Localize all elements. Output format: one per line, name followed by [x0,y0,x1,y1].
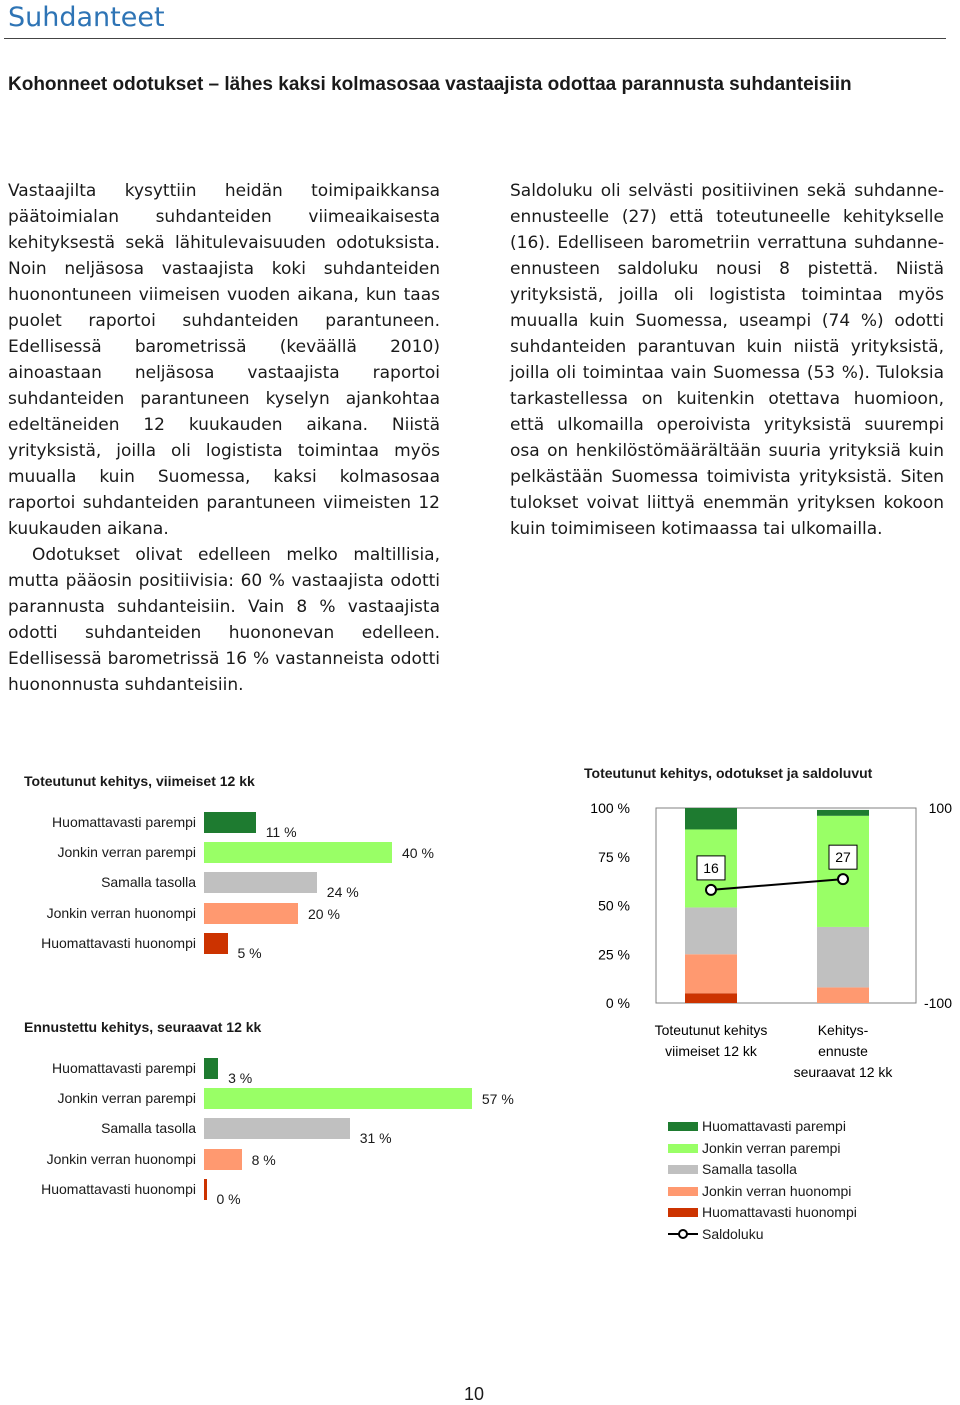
bar [204,872,317,893]
value-label: 24 % [326,884,359,900]
stacked-bar-segment [817,987,869,1003]
y-axis-left-tick: 100 % [590,800,630,816]
bar-row [8,872,568,900]
category-label: ennuste [818,1043,868,1059]
section-title: Suhdanteet [8,2,165,33]
value-label: 57 % [481,1091,514,1107]
bar-row [8,1118,568,1146]
bar [204,842,392,863]
data-label: 27 [835,849,851,866]
legend-swatch [668,1208,698,1217]
value-label: 0 % [216,1191,241,1207]
stacked-bar-segment [817,810,869,816]
stacked-bar-segment [817,927,869,987]
category-label: Huomattavasti huonompi [41,1181,196,1197]
category-label: Kehitys- [817,1022,869,1038]
category-label: viimeiset 12 kk [665,1043,757,1059]
title-rule [4,38,946,39]
stacked-bar-segment [685,907,737,954]
left-column [8,178,440,698]
legend-label: Jonkin verran huonompi [702,1182,852,1199]
stacked-bar-segment [817,816,869,927]
legend-label: Huomattavasti huonompi [702,1204,857,1220]
category-label: Samalla tasolla [101,874,196,890]
category-label: Toteutunut kehitys [654,1022,768,1038]
value-label: 40 % [402,845,434,861]
chart-title: Ennustettu kehitys, seuraavat 12 kk [24,1019,262,1035]
stacked-bar-segment [685,808,737,829]
bar [204,1118,350,1139]
y-axis-left-tick: 0 % [605,995,630,1011]
bar [204,933,228,954]
legend-swatch [668,1187,698,1196]
value-label: 31 % [359,1130,392,1146]
legend-label: Saldoluku [702,1225,764,1242]
chart-title: Toteutunut kehitys, odotukset ja saldoluvut [584,765,873,781]
bar-row [8,1088,568,1110]
category-label: Samalla tasolla [101,1120,196,1136]
y-axis-left-tick: 50 % [598,897,630,914]
bar-row [8,1058,568,1086]
bar-row [8,842,568,864]
bar-row [8,1179,568,1207]
legend-label: Samalla tasolla [702,1161,797,1177]
bar-row [8,1149,568,1171]
bar-row [8,812,568,840]
category-label: Jonkin verran huonompi [46,905,196,921]
legend-swatch [668,1165,698,1174]
paragraph: Vastaajilta kysyttiin heidän toimipaikkansa päätoimialan suhdanteiden viimeaikaisesta kehityksestä sekä lähitulevaisuuden odotuksista. Noin neljäsosa vastaajista koki suhdanteiden huonontuneen viimeisen vuoden aikana, kun taas puolet raportoi suhdanteiden parantuneen. Edellisessä barometrissä (keväällä 2010) ainoastaan neljäsosa vastaajista raportoi suhdanteiden parantuneen kyselyn ajankohtaa edeltäneiden 12 kuukauden aikana. Niistä yrityksistä, joilla oli logistista toimintaa myös muualla kuin Suomessa, kaksi kolmasosaa raportoi suhdanteiden parantuneen viimeisten 12 kuukauden aikana. [8,181,440,539]
category-label: Huomattavasti huonompi [41,935,196,951]
category-label: Huomattavasti parempi [52,814,196,830]
headline: Kohonneet odotukset – lähes kaksi kolmasosaa vastaajista odottaa parannusta suhdanteisiin [8,74,852,95]
category-label: seuraavat 12 kk [793,1064,893,1080]
bar [204,812,256,833]
balance-point [838,874,848,884]
value-label: 3 % [228,1070,253,1086]
bar [204,1088,472,1109]
paragraph: Odotukset olivat edelleen melko maltillisia, mutta pääosin positiivisia: 60 % vastaajista odotti parannusta suhdanteisiin. Vain 8 % vastaajista odotti suhdanteiden huononevan edelleen. Edellisessä barometrissä 16 % vastanneista odotti huononnusta suhdanteisiin. [8,545,440,695]
stacked-bar-segment [685,954,737,993]
balance-point [706,885,716,895]
legend-label: Huomattavasti parempi [702,1118,846,1134]
page-number: 10 [464,1384,485,1404]
legend-swatch [668,1144,698,1153]
category-label: Jonkin verran huonompi [46,1151,196,1167]
chart-title: Toteutunut kehitys, viimeiset 12 kk [24,773,255,789]
legend-swatch [668,1122,698,1131]
right-column [510,178,944,542]
bar [204,1179,207,1200]
bar [204,1058,218,1079]
y-axis-right-tick: 100 [928,800,952,816]
bar [204,903,298,924]
y-axis-left-tick: 25 % [598,946,630,963]
category-label: Huomattavasti parempi [52,1060,196,1076]
category-label: Jonkin verran parempi [57,844,196,860]
chart-stacked-balance [580,795,960,1095]
bar [204,1149,242,1170]
chart-forecast-development [8,1017,568,1217]
paragraph: Saldoluku oli selvästi positiivinen sekä suhdanne-ennusteelle (27) että toteutuneelle kehitykselle (16). Edelliseen barometriin verrattuna suhdanne-ennusteen saldoluku nousi 8 pistettä. Niistä yrityksistä, joilla oli logistista toimintaa myös muualla kuin Suomessa, useampi (74 %) odotti suhdanteiden parantuvan kuin niistä yrityksistä, joilla oli toimintaa vain Suomessa (53 %). Tuloksia tarkastellessa on kuitenkin otettava huomioon, että ulkomailla operoivista yrityksistä suurempi osa on henkilöstömäärältään suuria yrityksiä kuin pelkästään Suomessa toimivista yrityksistä. Siten tulokset voivat liittyä enemmän yrityksen kokoon kuin toimimiseen kotimaassa tai ulkomailla. [510,181,944,539]
category-label: Jonkin verran parempi [57,1090,196,1106]
value-label: 8 % [251,1152,276,1168]
y-axis-left-tick: 75 % [598,848,630,865]
data-label: 16 [703,859,719,876]
chart-actual-development [8,771,568,971]
value-label: 20 % [308,906,340,922]
legend-label: Jonkin verran parempi [702,1139,841,1156]
stacked-bar-segment [685,993,737,1003]
bar-row [8,933,568,961]
value-label: 11 % [265,824,297,840]
y-axis-right-tick: -100 [923,995,952,1011]
value-label: 5 % [237,945,262,961]
legend-line-marker [668,1227,698,1241]
bar-row [8,903,568,925]
